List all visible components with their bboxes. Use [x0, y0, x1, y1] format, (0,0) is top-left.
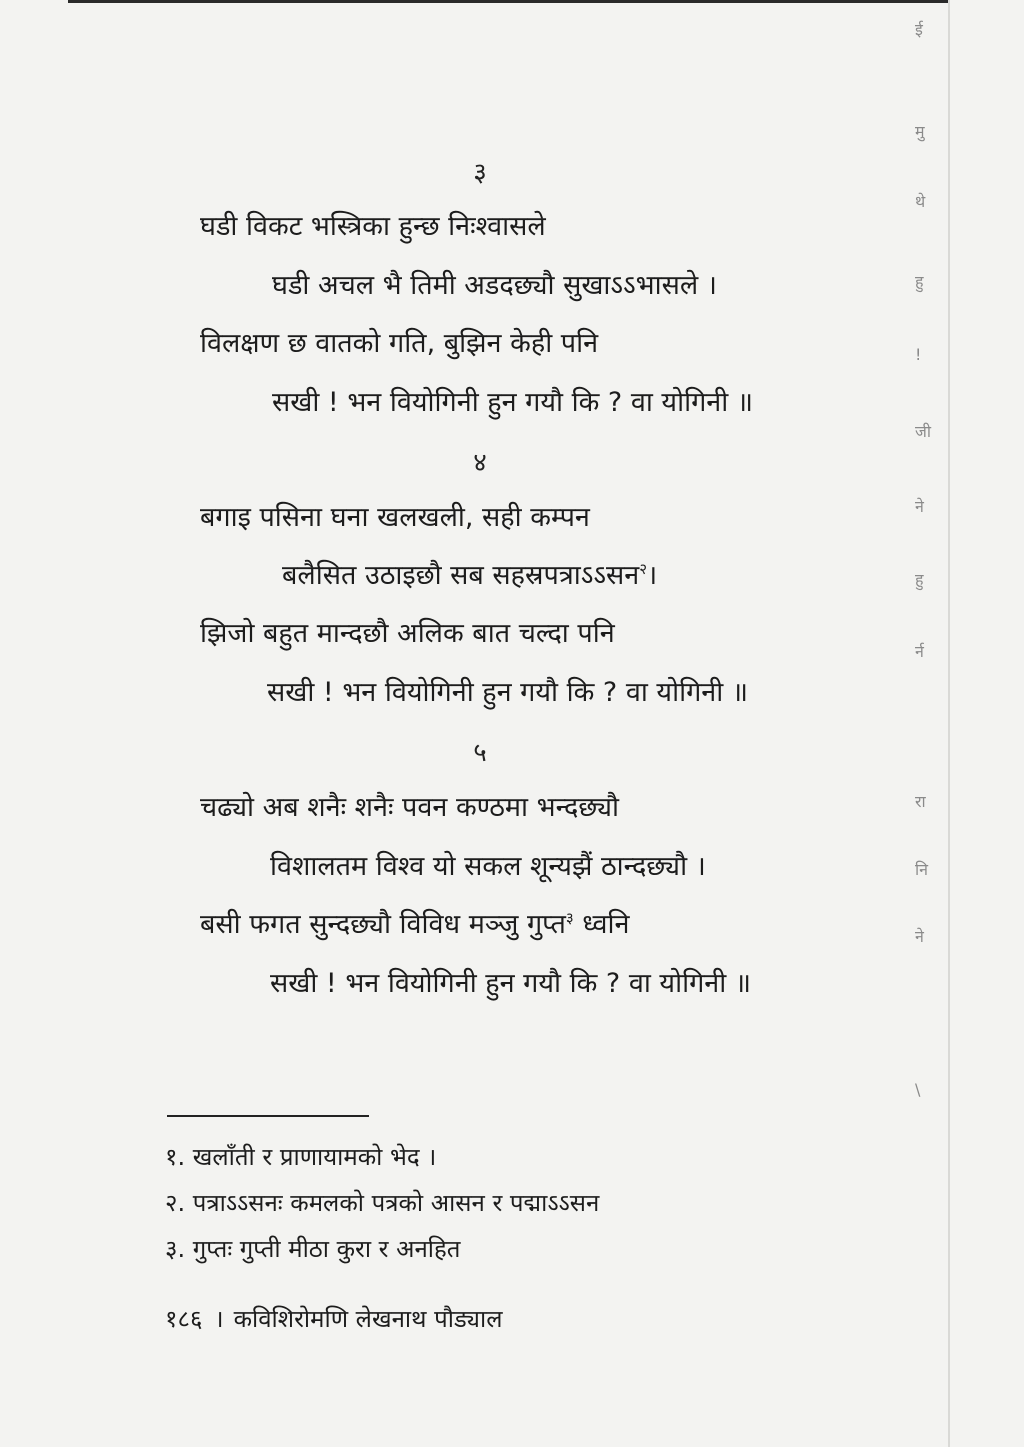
margin-bleed-mark: र्न — [915, 642, 923, 661]
footnote: २. पत्राऽऽसनः कमलको पत्रको आसन र पद्माऽऽसन — [165, 1189, 600, 1217]
footnote: १. खलाँती र प्राणायामको भेद । — [165, 1143, 437, 1171]
stanza-number: ५ — [473, 738, 487, 768]
margin-bleed-mark: रा — [915, 792, 925, 811]
book-title: कविशिरोमणि लेखनाथ पौड्याल — [233, 1305, 503, 1333]
verse-line — [282, 555, 657, 592]
margin-bleed-mark: हु — [915, 570, 923, 589]
verse-line: झिजो बहुत मान्दछौ अलिक बात चल्दा पनि — [200, 618, 615, 649]
footnote-marker: २ — [639, 560, 648, 578]
page-footer — [165, 1302, 503, 1335]
stanza-number: ३ — [473, 158, 487, 188]
verse-line-text: बसी फगत सुन्दछ्यौ विविध मञ्जु गुप्त — [200, 909, 566, 940]
verse-line: बगाइ पसिना घना खलखली, सही कम्पन — [200, 502, 590, 533]
danda: । — [647, 560, 658, 591]
margin-bleed-mark: ! — [915, 345, 921, 364]
page-edge — [948, 0, 950, 1447]
margin-bleed-mark: \ — [915, 1080, 920, 1099]
verse-line-tail: ध्वनि — [573, 909, 630, 940]
margin-bleed-mark: मु — [915, 122, 924, 141]
verse-line: सखी ! भन वियोगिनी हुन गयौ कि ? वा योगिनी ॥ — [270, 968, 752, 999]
footnote-rule — [167, 1115, 369, 1117]
stanza-number: ४ — [473, 448, 487, 478]
margin-bleed-mark: थे — [915, 192, 925, 211]
page-number: १८६ — [165, 1305, 203, 1333]
margin-bleed-mark: ने — [915, 927, 923, 946]
footer-separator: । — [214, 1305, 224, 1333]
verse-line-text: बलैसित उठाइछौ सब सहस्रपत्राऽऽसन — [282, 560, 640, 591]
margin-bleed-mark: नि — [915, 860, 928, 879]
verse-line: विलक्षण छ वातको गति, बुझिन केही पनि — [200, 328, 599, 359]
top-rule — [68, 0, 948, 3]
margin-bleed-mark: ने — [915, 497, 923, 516]
verse-line: घडी विकट भस्त्रिका हुन्छ निःश्वासले — [200, 211, 546, 242]
verse-line — [200, 904, 629, 941]
verse-line: सखी ! भन वियोगिनी हुन गयौ कि ? वा योगिनी ॥ — [272, 387, 754, 418]
verse-line: चढ्यो अब शनैः शनैः पवन कण्ठमा भन्दछ्यौ — [200, 792, 620, 823]
margin-bleed-mark: जी — [915, 422, 931, 441]
footnote: ३. गुप्तः गुप्ती मीठा कुरा र अनहित — [165, 1235, 461, 1263]
footnote-marker: ३ — [565, 909, 574, 927]
margin-bleed-mark: हु — [915, 272, 923, 291]
verse-line: घडी अचल भै तिमी अडदछ्यौ सुखाऽऽभासले । — [272, 270, 717, 301]
margin-bleed-mark: ई — [915, 20, 922, 39]
verse-line: विशालतम विश्व यो सकल शून्यझैं ठान्दछ्यौ । — [270, 851, 706, 882]
verse-line: सखी ! भन वियोगिनी हुन गयौ कि ? वा योगिनी ॥ — [267, 677, 749, 708]
